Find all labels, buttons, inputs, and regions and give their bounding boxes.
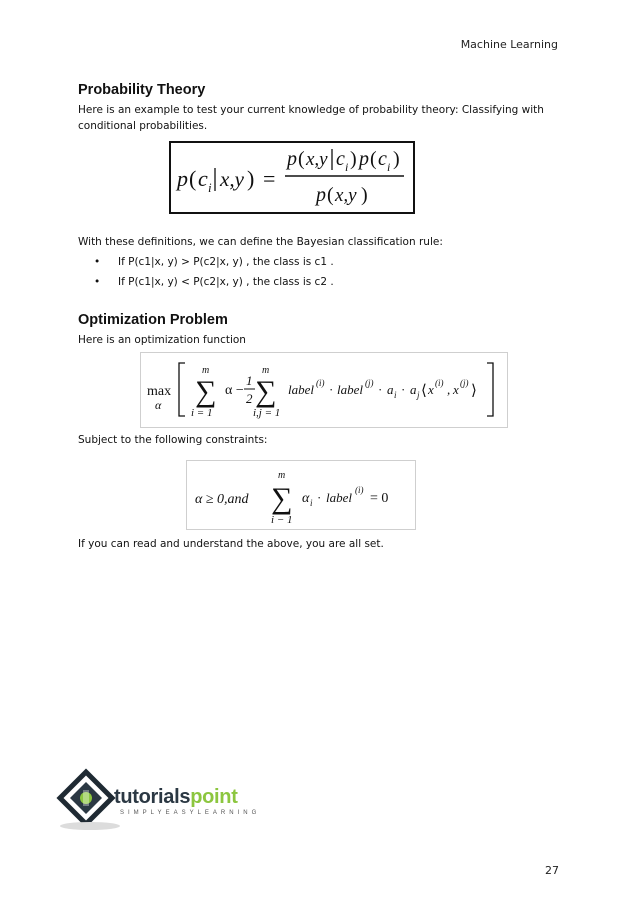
svg-text:max: max	[147, 384, 172, 399]
svg-text:i = 1: i = 1	[191, 407, 213, 419]
svg-text:m: m	[202, 365, 210, 376]
svg-text:2: 2	[246, 391, 253, 406]
svg-text:): )	[393, 148, 400, 170]
svg-text:(: (	[189, 166, 197, 191]
svg-text:(i): (i)	[316, 378, 325, 388]
bullet-item	[94, 256, 494, 272]
svg-text:·: ·	[329, 382, 334, 397]
svg-text:p: p	[359, 148, 369, 170]
svg-text:x,y: x,y	[306, 149, 328, 170]
bayes-formula-image	[169, 141, 415, 214]
svg-text:): )	[247, 166, 255, 191]
svg-text:i − 1: i − 1	[271, 514, 293, 526]
svg-text:∑: ∑	[195, 375, 217, 408]
logo-tagline: SIMPLYEASYLEARNING	[120, 810, 261, 816]
closing-text: If you can read and understand the above, you are all set.	[78, 538, 384, 550]
svg-text:i: i	[394, 390, 397, 400]
bullet-text: If P(c1|x, y) < P(c2|x, y) , the class is c2 .	[118, 276, 334, 288]
optimization-intro: Here is an optimization function	[78, 334, 246, 346]
svg-text:∑: ∑	[255, 375, 277, 408]
svg-text:(i): (i)	[435, 378, 444, 388]
svg-text:p: p	[287, 148, 297, 170]
svg-text:i,j = 1: i,j = 1	[253, 407, 281, 419]
svg-text:(: (	[370, 148, 377, 170]
bullet-text: If P(c1|x, y) > P(c2|x, y) , the class is c1 .	[118, 256, 334, 268]
svg-text:(j): (j)	[460, 378, 469, 388]
svg-text:i: i	[208, 180, 212, 195]
svg-text:·: ·	[401, 382, 406, 397]
svg-text:a: a	[387, 382, 394, 397]
svg-text:,: ,	[447, 382, 451, 397]
bayes-formula	[171, 143, 413, 212]
svg-text:(j): (j)	[365, 378, 374, 388]
svg-text:): )	[350, 148, 357, 170]
svg-text:(i): (i)	[355, 485, 364, 495]
svg-text:∑: ∑	[271, 482, 293, 515]
svg-text:label: label	[288, 382, 314, 397]
svg-text:c: c	[198, 166, 208, 191]
svg-text:m: m	[262, 365, 270, 376]
section-heading-optimization: Optimization Problem	[78, 312, 228, 328]
svg-text:i: i	[345, 160, 349, 174]
svg-text:=: =	[263, 166, 276, 191]
running-header: Machine Learning	[460, 38, 558, 51]
svg-text:α ≥ 0,and: α ≥ 0,and	[195, 492, 249, 507]
bullet-icon: •	[94, 256, 101, 268]
svg-text:(: (	[327, 184, 334, 206]
svg-text:1: 1	[246, 373, 253, 388]
svg-text:c: c	[336, 148, 345, 170]
svg-text:m: m	[278, 470, 286, 481]
svg-text:x,y: x,y	[335, 185, 357, 206]
optimization-formula-image	[140, 352, 508, 428]
constraint-formula-image	[186, 460, 416, 530]
tutorialspoint-logo	[56, 768, 286, 832]
svg-text:·: ·	[317, 490, 322, 505]
svg-text:x: x	[428, 382, 434, 397]
constraints-intro: Subject to the following constraints:	[78, 434, 268, 446]
bayes-rule-intro: With these definitions, we can define the Bayesian classification rule:	[78, 236, 443, 248]
probability-intro: Here is an example to test your current knowledge of probability theory: Classifying with conditional probabilities.	[78, 104, 544, 132]
svg-text:i: i	[310, 498, 313, 508]
svg-text:p: p	[177, 166, 188, 191]
svg-text:x,y: x,y	[220, 167, 244, 191]
svg-text:α −: α −	[225, 383, 244, 398]
bullet-icon: •	[94, 276, 101, 288]
svg-text:p: p	[316, 184, 326, 206]
svg-text:α: α	[155, 398, 162, 412]
logo-wordmark: tutorialspoint	[114, 786, 238, 808]
svg-text:label: label	[326, 490, 352, 505]
svg-text:α: α	[302, 491, 310, 506]
optimization-formula	[141, 353, 507, 427]
svg-text:= 0: = 0	[370, 491, 389, 506]
svg-text:c: c	[378, 148, 387, 170]
svg-text:⟨: ⟨	[421, 383, 427, 399]
constraint-formula	[187, 461, 415, 529]
svg-text:i: i	[387, 160, 391, 174]
svg-text:x: x	[453, 382, 459, 397]
svg-text:·: ·	[378, 382, 383, 397]
svg-text:): )	[361, 184, 368, 206]
svg-text:label: label	[337, 382, 363, 397]
svg-text:a: a	[410, 382, 417, 397]
svg-text:j: j	[417, 390, 420, 400]
bullet-item	[94, 276, 494, 292]
section-heading-probability: Probability Theory	[78, 82, 206, 98]
page-number: 27	[545, 864, 559, 877]
svg-text:(: (	[298, 148, 305, 170]
svg-text:⟩: ⟩	[471, 383, 477, 399]
